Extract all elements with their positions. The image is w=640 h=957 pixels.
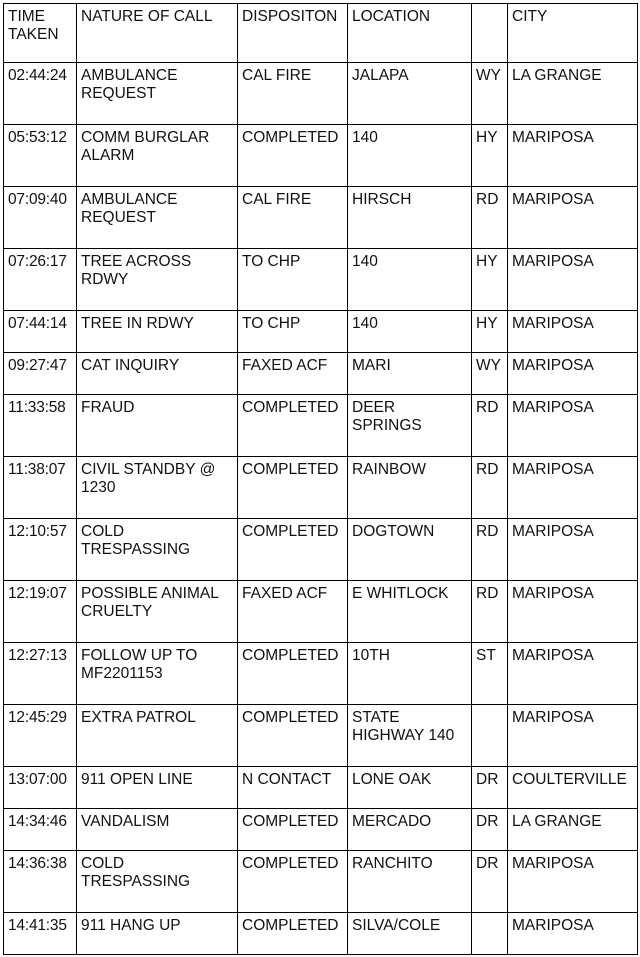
cell-disposition: COMPLETED [238, 519, 348, 581]
cell-city: MARIPOSA [508, 457, 638, 519]
table-row [4, 767, 638, 809]
cell-time: 12:45:29 [4, 705, 77, 767]
cell-nature: COLD TRESPASSING [77, 851, 238, 913]
cell-disposition: FAXED ACF [238, 581, 348, 643]
cell-disposition: CAL FIRE [238, 187, 348, 249]
cell-disposition: COMPLETED [238, 851, 348, 913]
cell-city: MARIPOSA [508, 249, 638, 311]
cell-suffix: DR [472, 767, 508, 809]
cell-location: STATE HIGHWAY 140 [348, 705, 472, 767]
cell-disposition: CAL FIRE [238, 63, 348, 125]
cell-city: LA GRANGE [508, 809, 638, 851]
cell-location: RAINBOW [348, 457, 472, 519]
cell-nature: CAT INQUIRY [77, 353, 238, 395]
cell-nature: FOLLOW UP TO MF2201153 [77, 643, 238, 705]
cell-nature: FRAUD [77, 395, 238, 457]
cell-suffix: DR [472, 809, 508, 851]
cell-location: HIRSCH [348, 187, 472, 249]
cell-nature: AMBULANCE REQUEST [77, 187, 238, 249]
cell-location: 140 [348, 311, 472, 353]
table-row [4, 913, 638, 955]
cell-suffix: RD [472, 581, 508, 643]
cell-location: DOGTOWN [348, 519, 472, 581]
table-row [4, 643, 638, 705]
cell-suffix: HY [472, 311, 508, 353]
cell-city: MARIPOSA [508, 311, 638, 353]
call-log-body [4, 4, 638, 955]
table-row [4, 851, 638, 913]
cell-city: MARIPOSA [508, 851, 638, 913]
cell-disposition: N CONTACT [238, 767, 348, 809]
cell-suffix: WY [472, 63, 508, 125]
cell-location: MARI [348, 353, 472, 395]
cell-disposition: TO CHP [238, 249, 348, 311]
cell-time: 11:33:58 [4, 395, 77, 457]
cell-location: 140 [348, 249, 472, 311]
header-row [4, 4, 638, 63]
table-row [4, 249, 638, 311]
header-nature: NATURE OF CALL [77, 4, 238, 63]
table-row [4, 705, 638, 767]
table-row [4, 395, 638, 457]
cell-nature: POSSIBLE ANIMAL CRUELTY [77, 581, 238, 643]
cell-disposition: COMPLETED [238, 705, 348, 767]
cell-time: 11:38:07 [4, 457, 77, 519]
cell-location: 10TH [348, 643, 472, 705]
cell-city: MARIPOSA [508, 913, 638, 955]
cell-nature: AMBULANCE REQUEST [77, 63, 238, 125]
cell-suffix: WY [472, 353, 508, 395]
table-row [4, 187, 638, 249]
table-row [4, 311, 638, 353]
cell-suffix: RD [472, 457, 508, 519]
call-log-table [3, 3, 638, 955]
cell-nature: TREE ACROSS RDWY [77, 249, 238, 311]
cell-disposition: COMPLETED [238, 457, 348, 519]
cell-time: 12:19:07 [4, 581, 77, 643]
cell-suffix: HY [472, 249, 508, 311]
cell-disposition: COMPLETED [238, 643, 348, 705]
cell-suffix [472, 705, 508, 767]
cell-disposition: COMPLETED [238, 913, 348, 955]
table-row [4, 125, 638, 187]
cell-city: MARIPOSA [508, 705, 638, 767]
cell-location: LONE OAK [348, 767, 472, 809]
header-city: CITY [508, 4, 638, 63]
header-location: LOCATION [348, 4, 472, 63]
cell-disposition: TO CHP [238, 311, 348, 353]
cell-city: MARIPOSA [508, 125, 638, 187]
cell-time: 12:10:57 [4, 519, 77, 581]
cell-nature: VANDALISM [77, 809, 238, 851]
cell-nature: 911 OPEN LINE [77, 767, 238, 809]
cell-location: SILVA/COLE [348, 913, 472, 955]
cell-nature: 911 HANG UP [77, 913, 238, 955]
cell-suffix: RD [472, 519, 508, 581]
cell-city: MARIPOSA [508, 395, 638, 457]
table-row [4, 63, 638, 125]
cell-disposition: COMPLETED [238, 395, 348, 457]
cell-suffix [472, 913, 508, 955]
cell-time: 13:07:00 [4, 767, 77, 809]
cell-nature: COMM BURGLAR ALARM [77, 125, 238, 187]
header-suffix [472, 4, 508, 63]
cell-time: 09:27:47 [4, 353, 77, 395]
cell-nature: EXTRA PATROL [77, 705, 238, 767]
cell-city: MARIPOSA [508, 353, 638, 395]
cell-suffix: HY [472, 125, 508, 187]
cell-location: JALAPA [348, 63, 472, 125]
cell-disposition: COMPLETED [238, 125, 348, 187]
cell-suffix: RD [472, 395, 508, 457]
table-row [4, 457, 638, 519]
cell-location: E WHITLOCK [348, 581, 472, 643]
cell-location: DEER SPRINGS [348, 395, 472, 457]
cell-time: 05:53:12 [4, 125, 77, 187]
table-row [4, 353, 638, 395]
header-time: TIME TAKEN [4, 4, 77, 63]
header-disposition: DISPOSITON [238, 4, 348, 63]
cell-nature: TREE IN RDWY [77, 311, 238, 353]
table-row [4, 809, 638, 851]
cell-city: MARIPOSA [508, 581, 638, 643]
cell-disposition: COMPLETED [238, 809, 348, 851]
cell-time: 07:26:17 [4, 249, 77, 311]
cell-nature: COLD TRESPASSING [77, 519, 238, 581]
cell-time: 14:36:38 [4, 851, 77, 913]
cell-location: 140 [348, 125, 472, 187]
cell-time: 14:41:35 [4, 913, 77, 955]
table-row [4, 519, 638, 581]
cell-city: COULTERVILLE [508, 767, 638, 809]
cell-suffix: ST [472, 643, 508, 705]
cell-location: RANCHITO [348, 851, 472, 913]
cell-suffix: DR [472, 851, 508, 913]
cell-nature: CIVIL STANDBY @ 1230 [77, 457, 238, 519]
cell-city: LA GRANGE [508, 63, 638, 125]
cell-time: 07:44:14 [4, 311, 77, 353]
cell-location: MERCADO [348, 809, 472, 851]
cell-time: 12:27:13 [4, 643, 77, 705]
table-row [4, 581, 638, 643]
cell-time: 02:44:24 [4, 63, 77, 125]
cell-city: MARIPOSA [508, 519, 638, 581]
cell-disposition: FAXED ACF [238, 353, 348, 395]
cell-city: MARIPOSA [508, 187, 638, 249]
cell-city: MARIPOSA [508, 643, 638, 705]
cell-time: 07:09:40 [4, 187, 77, 249]
cell-suffix: RD [472, 187, 508, 249]
cell-time: 14:34:46 [4, 809, 77, 851]
